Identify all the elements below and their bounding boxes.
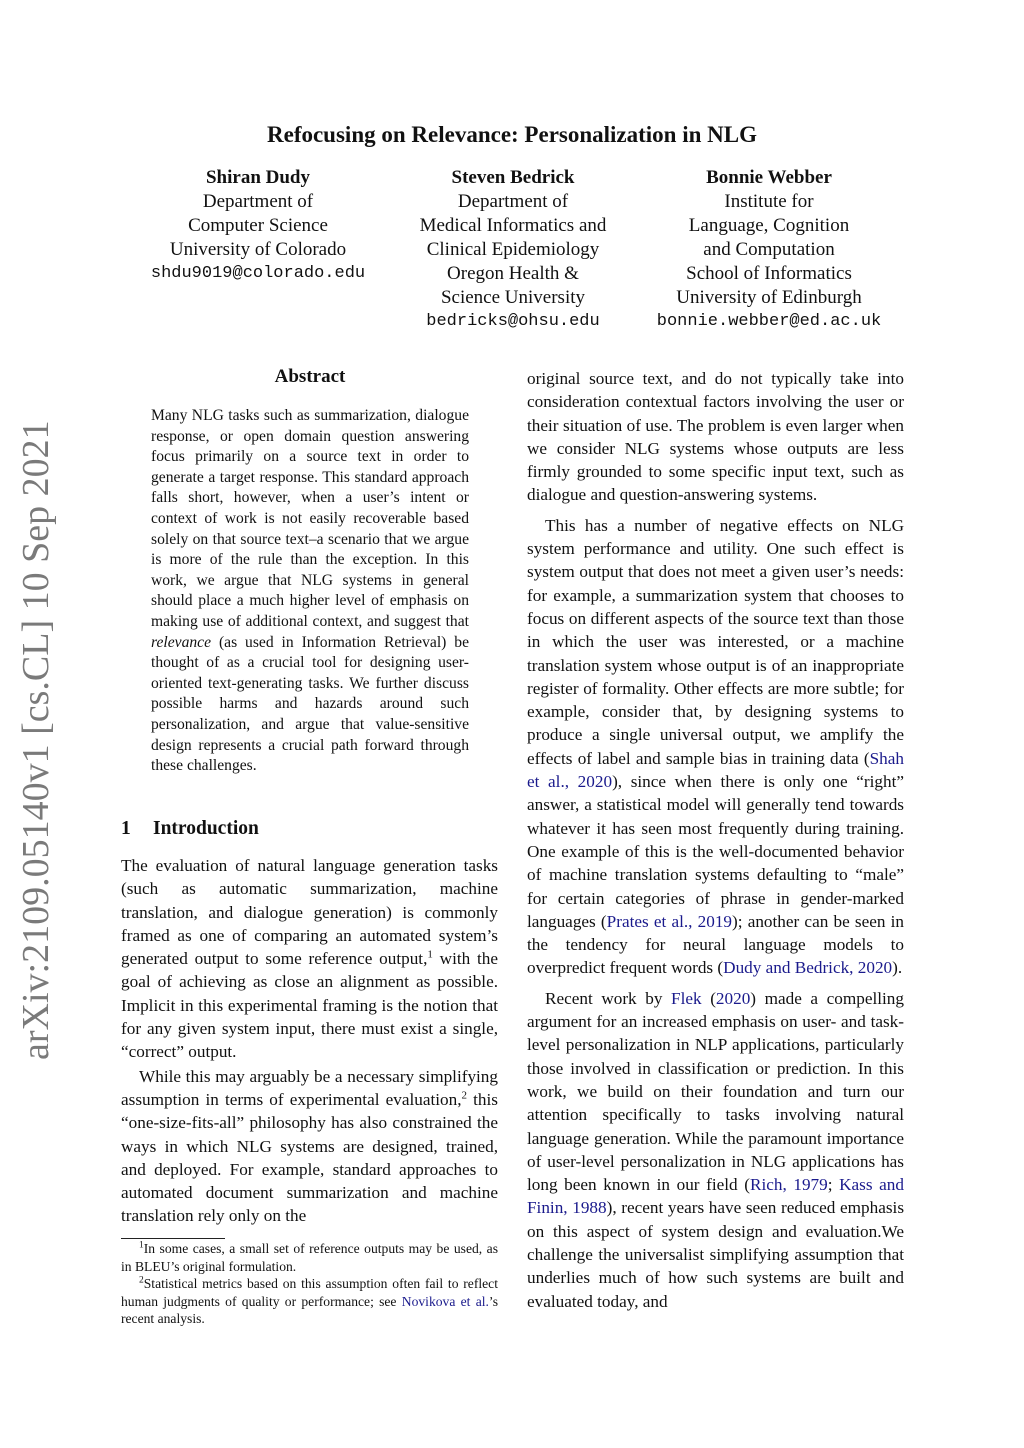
citation-link[interactable]: Rich, 1979 [749, 1175, 828, 1195]
paper-title: Refocusing on Relevance: Personalization in NLG [267, 122, 757, 147]
footnote [121, 1275, 498, 1328]
author-email[interactable]: shdu9019@colorado.edu [150, 264, 366, 283]
paragraph-text: This has a number of negative effects on NLG system performance and utility. One such effect is system output that does not meet a given user’s needs: for example, a summarization system that chooses to focus on different aspects of the source text than those in which the user was interested, or a machine translation system whose output is of an inappropriate register of formality. Other effects are more subtle; for example, consider that, by designing systems to produce a single universal output, we amplify the effects of label and sample bias in training data ( [527, 515, 904, 768]
paragraph-text: ). [892, 958, 903, 978]
author-affiliation-line: Language, Cognition [688, 215, 850, 236]
author-name: Steven Bedrick [451, 167, 575, 188]
paragraph-text: Recent work by [545, 988, 672, 1008]
footnote-divider [121, 1238, 225, 1239]
author-affiliation-line: Department of [202, 191, 314, 212]
footnote-marker[interactable]: 2 [461, 1089, 467, 1102]
abstract-heading: Abstract [274, 366, 346, 387]
abstract-text: (as used in Information Retrieval) be thought of as a crucial tool for designing user-oriented text-generating tasks. We further discuss possible harms and hazards around such personalization, and argue that value-sensitive design represents a crucial path forward through these challenges. [151, 633, 469, 775]
paragraph-text: ) made a compelling argument for an increased emphasis on user- and task-level personalization in NLP applications, particularly those involved in classification or prediction. In this work, we build on their foundation and turn our attention specifically to tasks involving natural language generation. While the paramount importance of user-level personalization in NLG applications has long been known in our field ( [527, 988, 904, 1195]
arxiv-identifier-stamp: arXiv:2109.05140v1 [cs.CL] 10 Sep 2021 [15, 420, 57, 1060]
citation-link[interactable]: Flek [671, 988, 702, 1008]
author-affiliation-line: Clinical Epidemiology [426, 239, 600, 260]
citation-link[interactable]: Kass and Finin, 1988 [527, 1175, 904, 1218]
footnote-number: 2 [139, 1275, 144, 1286]
section-title: Introduction [153, 818, 259, 839]
footnotes [121, 1240, 498, 1328]
citation-link[interactable]: 2020 [715, 988, 751, 1008]
section-number: 1 [121, 818, 131, 839]
author-affiliation-line: Department of [457, 191, 569, 212]
footnote [121, 1240, 498, 1275]
author-block-webber [630, 166, 908, 334]
paragraph-text: ), recent years have seen reduced emphasis on this aspect of system design and evaluation.We challenge the universalist simplifying assumption that underlies much of how such systems are built and evaluated today, and [527, 1198, 905, 1311]
author-affiliation-line: Science University [440, 287, 586, 308]
paragraph-text: ), since when there is only one “right” answer, a statistical model will generally tend towards whatever it has seen most frequently during training. One example of this is the well-documented behavior of machine translation systems defaulting to “male” for certain categories of phrase in gender-marked languages ( [527, 772, 904, 931]
paragraph: original source text, and do not typically take into consideration contextual factors involving the user or their situation of use. The problem is even larger when we consider NLG systems whose outputs are less firmly grounded to some specific input text, such as dialogue and question-answering systems. [527, 369, 904, 505]
abstract-text: Many NLG tasks such as summarization, dialogue response, or open domain question answering focus primarily on a source text in order to generate a target response. This standard approach falls short, however, when a user’s intent or context of work is not easily recoverable based solely on that source text–a scenario that we argue is more of the rule than the exception. In this work, we argue that NLG systems in general should place a much higher level of emphasis on making use of additional context, and suggest that [151, 407, 469, 630]
paragraph [527, 514, 904, 980]
author-affiliation-line: School of Informatics [686, 263, 852, 284]
author-name: Bonnie Webber [706, 167, 832, 188]
paragraph-text: The evaluation of natural language generation tasks (such as automatic summarization, machine translation, and dialogue generation) is commonly framed as one of comparing an automated system’s generated output to some reference output, [121, 856, 498, 969]
author-affiliation-line: and Computation [703, 239, 835, 260]
author-affiliation-line: Medical Informatics and [419, 215, 607, 236]
footnote-text: ’s recent analysis. [121, 1293, 498, 1327]
author-affiliation-line: University of Edinburgh [676, 287, 862, 308]
citation-link[interactable]: Dudy and Bedrick, 2020 [723, 958, 893, 978]
author-affiliation-line: Oregon Health & [447, 263, 579, 284]
section-heading-introduction [121, 818, 259, 840]
abstract-body [151, 406, 469, 777]
author-block-bedrick [402, 166, 624, 334]
right-column-body [527, 367, 904, 1313]
paragraph-text: While this may arguably be a necessary simplifying assumption in terms of experimental evaluation, [121, 1066, 498, 1109]
paragraph-text: this “one-size-fits-all” philosophy has also constrained the ways in which NLG systems are designed, trained, and deployed. For example, standard approaches to automated document summarization and machine translation rely only on the [121, 1089, 498, 1226]
paragraph [527, 987, 904, 1313]
author-email[interactable]: bedricks@ohsu.edu [426, 312, 600, 331]
author-email[interactable]: bonnie.webber@ed.ac.uk [656, 312, 882, 331]
paragraph-text: ); another can be seen in the tendency for neural language models to overpredict frequent words ( [527, 911, 904, 978]
author-name: Shiran Dudy [205, 167, 311, 188]
citation-link[interactable]: Shah et al., 2020 [527, 748, 904, 792]
abstract-emphasis: relevance [151, 633, 212, 651]
paragraph-text: ; [827, 1175, 840, 1195]
paragraph [121, 1065, 498, 1228]
author-affiliation-line: Computer Science [188, 215, 328, 236]
citation-link[interactable]: Prates et al., 2019 [606, 911, 733, 931]
paragraph [121, 854, 498, 1064]
paragraph-text: ( [701, 988, 716, 1008]
footnote-marker[interactable]: 1 [427, 948, 433, 961]
author-block-dudy [128, 166, 388, 286]
paragraph-text: with the goal of achieving as close an alignment as possible. Implicit in this experimental framing is the notion that for any given system input, there must exist a single, “correct” output. [121, 949, 498, 1062]
author-affiliation-line: University of Colorado [169, 239, 347, 260]
author-affiliation-line: Institute for [724, 191, 814, 212]
footnote-text: Statistical metrics based on this assumption often fail to reflect human judgments of quality or performance; see [121, 1276, 498, 1309]
citation-link[interactable]: Novikova et al. [401, 1293, 489, 1309]
footnote-text: In some cases, a small set of reference outputs may be used, as in BLEU’s original formulation. [121, 1241, 498, 1274]
left-column-body [121, 854, 498, 1228]
footnote-number: 1 [139, 1240, 144, 1251]
